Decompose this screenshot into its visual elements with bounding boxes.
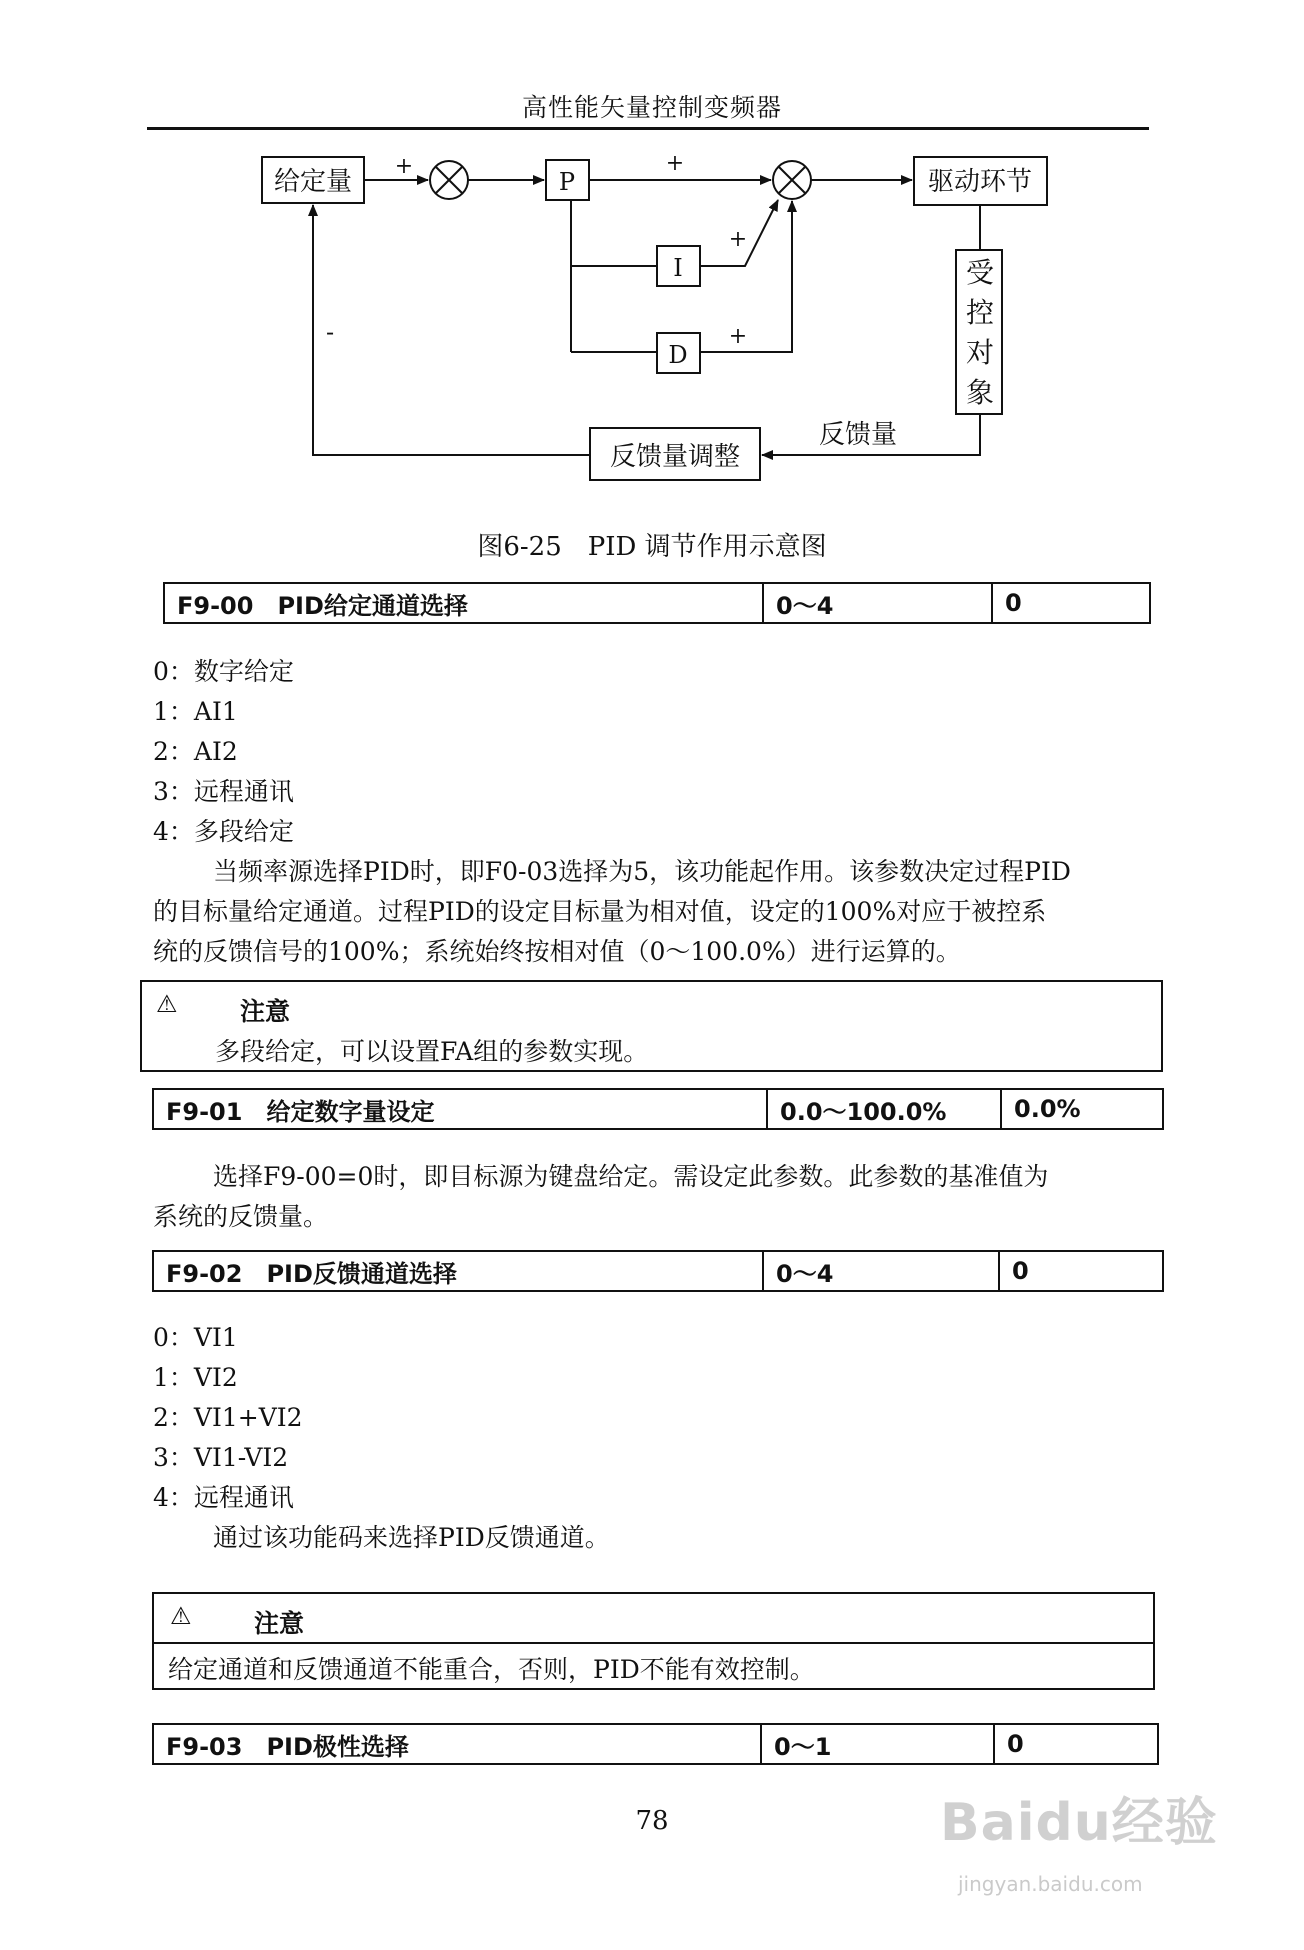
feedback-adjust-label: 反馈量调整 (609, 442, 741, 472)
param-code: F9-03 PID极性选择 (166, 1732, 409, 1761)
param-range: 0～4 (762, 1252, 998, 1290)
param-code: F9-02 PID反馈通道选择 (166, 1259, 457, 1288)
option-line: 3：远程通讯 (153, 777, 294, 806)
p-label: P (558, 168, 576, 196)
param-default: 0 (991, 584, 1149, 622)
note-box-2 (152, 1592, 1155, 1690)
setpoint-label: 给定量 (273, 167, 353, 197)
param-code: F9-00 PID给定通道选择 (177, 591, 468, 620)
baidu-watermark: Baidu经验 (940, 1793, 1218, 1853)
description-line: 系统的反馈量。 (153, 1202, 329, 1231)
d-label: D (668, 341, 688, 369)
note-text: 多段给定，可以设置FA组的参数实现。 (215, 1037, 649, 1066)
param-f9-03 (152, 1723, 1159, 1765)
description-line: 的目标量给定通道。过程PID的设定目标量为相对值，设定的100%对应于被控系 (153, 897, 1047, 926)
description-line: 统的反馈信号的100%；系统始终按相对值（0～100.0%）进行运算的。 (153, 937, 961, 966)
option-line: 2：VI1+VI2 (153, 1403, 303, 1432)
param-range: 0～4 (762, 584, 991, 622)
plant-label-2: 控 (965, 296, 995, 329)
plant-label-3: 对 (965, 336, 995, 369)
description-line: 当频率源选择PID时，即F0-03选择为5，该功能起作用。该参数决定过程PID (213, 857, 1071, 886)
note-title: 注意 (240, 997, 291, 1026)
drive-label: 驱动环节 (927, 167, 1033, 197)
plus-sign-3: + (728, 227, 748, 252)
option-line: 1：AI1 (153, 697, 238, 726)
option-line: 4：多段给定 (153, 817, 294, 846)
header-rule (147, 127, 1149, 130)
warning-icon: ⚠ (170, 1602, 192, 1630)
plant-label-4: 象 (965, 376, 995, 409)
plus-sign-1: + (394, 154, 414, 179)
option-line: 3：VI1-VI2 (153, 1443, 289, 1472)
param-code: F9-01 给定数字量设定 (166, 1097, 435, 1126)
plus-sign-2: + (665, 151, 685, 176)
description-line: 通过该功能码来选择PID反馈通道。 (213, 1523, 610, 1552)
param-range: 0.0～100.0% (766, 1090, 1000, 1128)
param-default: 0 (998, 1252, 1162, 1290)
page-header: 高性能矢量控制变频器 (521, 93, 782, 122)
option-line: 0：数字给定 (153, 657, 294, 686)
note-text: 给定通道和反馈通道不能重合，否则，PID不能有效控制。 (168, 1655, 815, 1684)
param-range: 0～1 (760, 1725, 993, 1763)
note-title: 注意 (254, 1609, 305, 1638)
option-line: 4：远程通讯 (153, 1483, 294, 1512)
figure-caption: 图6-25 PID 调节作用示意图 (477, 532, 827, 562)
param-f9-02 (152, 1250, 1164, 1292)
param-default: 0 (993, 1725, 1157, 1763)
note-box-1 (140, 980, 1163, 1072)
option-line: 1：VI2 (153, 1363, 238, 1392)
description-line: 选择F9-00=0时，即目标源为键盘给定。需设定此参数。此参数的基准值为 (213, 1162, 1049, 1191)
param-f9-00 (163, 582, 1151, 624)
option-line: 2：AI2 (153, 737, 238, 766)
plant-label-1: 受 (965, 256, 995, 289)
feedback-label: 反馈量 (818, 420, 898, 450)
plus-sign-4: + (728, 324, 748, 349)
pid-diagram (0, 140, 1304, 500)
note-divider (154, 1642, 1153, 1644)
param-default: 0.0% (1000, 1090, 1162, 1128)
option-line: 0：VI1 (153, 1323, 238, 1352)
i-label: I (673, 254, 683, 282)
warning-icon: ⚠ (156, 990, 178, 1018)
minus-sign: - (325, 318, 335, 346)
watermark-url: jingyan.baidu.com (958, 1872, 1143, 1896)
page-number: 78 (635, 1806, 669, 1836)
param-f9-01 (152, 1088, 1164, 1130)
